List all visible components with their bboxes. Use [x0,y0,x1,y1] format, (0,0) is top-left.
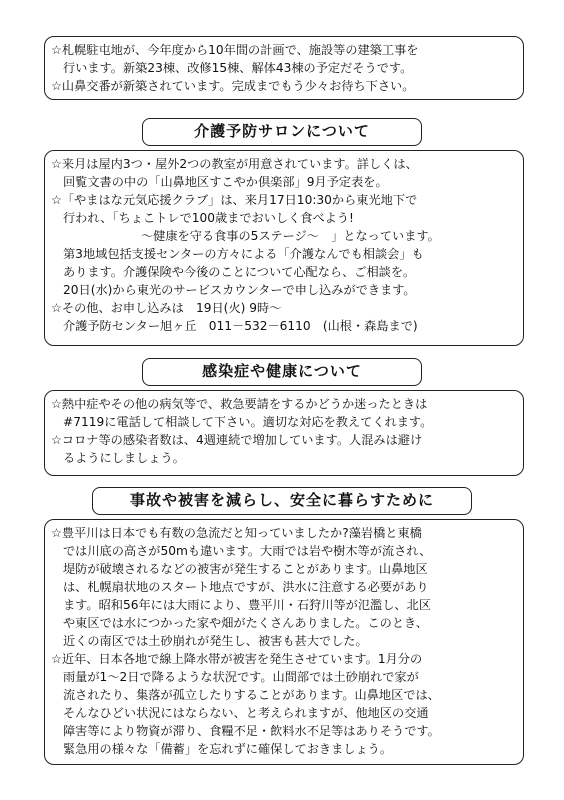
text-line: ～健康を守る食事の5ステージ～ 」となっています。 [141,229,440,243]
text-line: や東区では水につかった家や畑がたくさんありました。このとき、 [63,616,428,630]
section-title-salon: 介護予防サロンについて [142,118,422,146]
text-line: るようにしましょう。 [63,451,185,465]
section-title-safety: 事故や被害を減らし、安全に暮らすために [92,487,472,515]
text-line: 緊急用の様々な「備蓄」を忘れずに確保しておきましょう。 [63,742,393,756]
text-line: 行われ、「ちょこトレで100歳までおいしく食べよう! [63,211,354,225]
text-line: ます。昭和56年には大雨により、豊平川・石狩川等が氾濫し、北区 [63,598,431,612]
text-line: ☆コロナ等の感染者数は、4週連続で増加しています。人混みは避け [51,433,423,447]
text-line: 流されたり、集落が孤立したりすることがあります。山鼻地区では、 [63,688,440,702]
text-line: ☆豊平川は日本でも有数の急流だと知っていましたか?藻岩橋と東橋 [51,526,422,540]
text-line: そんなひどい状況にはならない、と考えられますが、他地区の交通 [63,706,429,720]
section-box-safety [44,519,524,765]
text-line: 堤防が破壊されるなどの被害が発生することがあります。山鼻地区 [63,562,428,576]
text-line: ☆近年、日本各地で線上降水帯が被害を発生させています。1月分の [51,652,423,666]
text-line: は、札幌扇状地のスタート地点ですが、洪水に注意する必要があり [63,580,429,594]
text-line: 回覧文書の中の「山鼻地区すこやか倶楽部」9月予定表を。 [63,175,388,189]
text-line: ☆その他、お申し込みは 19日(火) 9時～ [51,301,282,315]
text-line: 障害等により物資が滞り、食糧不足・飲料水不足等はありそうです。 [63,724,440,738]
salon-text [51,155,515,335]
text-line: 介護予防センター旭ヶ丘 011－532－6110 (山根・森島まで) [63,319,418,333]
text-line: 近くの南区では土砂崩れが発生し、被害も甚大でした。 [63,634,368,648]
notice-text [51,41,515,95]
text-line: ☆熱中症やその他の病気等で、救急要請をするかどうか迷ったときは [51,397,428,411]
text-line: #7119に電話して相談して下さい。適切な対応を教えてくれます。 [63,415,433,429]
section-box-salon [44,150,524,346]
text-line: では川底の高さが50mも違います。大雨では岩や樹木等が流され、 [63,544,432,558]
text-line: ☆来月は屋内3つ・屋外2つの教室が用意されています。詳しくは、 [51,157,418,171]
text-line: ☆札幌駐屯地が、今年度から10年間の計画で、施設等の建築工事を [51,43,419,57]
text-line: 20日(水)から東光のサービスカウンターで申し込みができます。 [63,283,416,297]
text-line: 第3地域包括支援センターの方々による「介護なんでも相談会」も [63,247,424,261]
text-line: ☆山鼻交番が新築されています。完成までもう少々お待ち下さい。 [51,79,415,93]
text-line: 雨量が1～2日で降るような状況です。山間部では土砂崩れで家が [63,670,419,684]
notice-box-construction [44,36,524,100]
text-line: 行います。新築23棟、改修15棟、解体43棟の予定だそうです。 [63,61,413,75]
section-box-health [44,390,524,476]
safety-text [51,524,515,758]
text-line: ☆「やまはな元気応援クラブ」は、来月17日10:30から東光地下で [51,193,418,207]
text-line: あります。介護保険や今後のことについて心配なら、ご相談を。 [63,265,416,279]
section-title-health: 感染症や健康について [142,358,422,386]
health-text [51,395,515,467]
